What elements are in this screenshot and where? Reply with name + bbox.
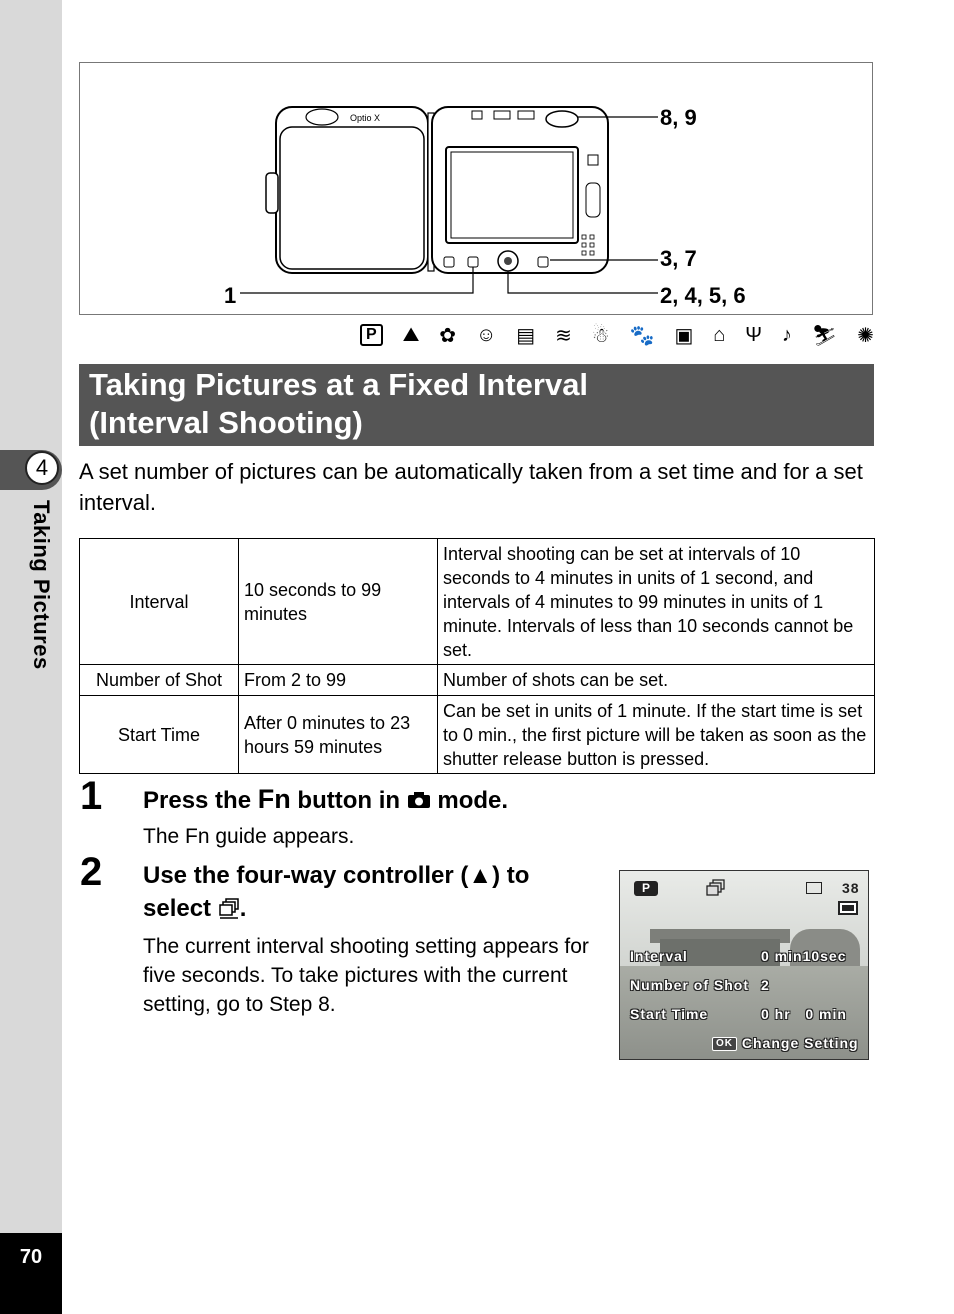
table-row [80,696,875,774]
setting-range: After 0 minutes to 23 hours 59 minutes [239,696,438,774]
lcd-shots-label: Number of Shot [630,977,749,993]
table-row [80,665,875,696]
battery-icon [838,901,858,915]
table-row [80,539,875,665]
camera-lcd-screen [619,870,869,1060]
interval-shooting-icon [218,895,240,917]
step-1-body: The Fn guide appears. [143,825,355,848]
lcd-start-label: Start Time [630,1006,709,1022]
lcd-change-setting [712,1035,859,1051]
portrait-icon: ☺ [475,323,497,346]
setting-range: 10 seconds to 99 minutes [239,539,438,665]
lcd-start-value: 0 hr 0 min [761,1006,847,1022]
callout-3-7: 3, 7 [660,246,697,271]
kids-icon: ♪ [781,323,792,346]
step-2-number: 2 [80,850,103,894]
setting-description: Number of shots can be set. [438,665,875,696]
step-1-title [143,783,508,817]
food-icon: Ψ [745,323,762,346]
step-1-title-part-a: Press the [143,787,258,814]
available-modes-row [360,320,874,350]
camera-mode-icon [407,785,431,803]
step-2-title [143,859,603,925]
landscape-icon: ⛰ [402,323,420,346]
page-number: 70 [19,1246,43,1268]
pet-icon: 🐾 [629,324,655,347]
chapter-number: 4 [25,451,59,485]
camera-illustration [80,63,872,314]
sport-icon: ⛷ [811,324,838,347]
setting-range: From 2 to 99 [239,665,438,696]
setting-name: Number of Shot [80,665,239,696]
night-scene-icon: ▤ [516,324,536,347]
settings-table [79,538,875,774]
program-mode-icon: P [360,324,383,346]
lcd-interval-label: Interval [630,948,688,964]
memory-card-icon [806,882,822,894]
step-2-title-part-b: select [143,895,218,922]
callout-8-9: 8, 9 [660,105,697,130]
surf-icon: ≋ [555,324,572,347]
setting-name: Interval [80,539,239,665]
section-heading [79,364,874,446]
step-1-title-part-c: mode. [430,787,509,814]
snow-icon: ☃ [591,324,610,347]
step-2-title-line-1: Use the four-way controller (▲) to [143,862,530,889]
camera-brand-text: Optio X [350,113,381,123]
lcd-interval-icon [706,879,726,902]
step-1-number: 1 [80,774,103,818]
flower-icon: ✿ [439,324,457,347]
intro-paragraph: A set number of pictures can be automatically taken from a set time and for a set interval. [79,459,863,515]
heading-line-2: (Interval Shooting) [89,405,363,440]
camera-figure [79,62,873,315]
shots-remaining: 38 [842,880,860,896]
lcd-shots-value: 2 [761,977,770,993]
chapter-label: Taking Pictures [29,500,54,670]
step-1-title-part-b: button in [290,787,407,814]
callout-1: 1 [224,283,237,308]
lcd-mode-icon: P [634,881,658,896]
step-2-title-part-c: . [239,895,247,922]
setting-description: Interval shooting can be set at intervals of 10 seconds to 4 minutes in units of 1 second, and intervals of 4 minutes to 99 minutes in units of 1 minute. Intervals of less than 10 seconds cannot be set. [438,539,875,665]
fireworks-icon: ✺ [857,324,874,347]
step-2-body: The current interval shooting setting appears for five seconds. To take pictures with the current setting, go to Step 8. [143,935,589,1016]
ok-button-icon: OK [712,1037,737,1051]
heading-line-1: Taking Pictures at a Fixed Interval [89,367,589,402]
setting-description: Can be set in units of 1 minute. If the start time is set to 0 min., the first picture will be taken as soon as the shutter release button is pressed. [438,696,875,774]
self-portrait-icon: ▣ [674,324,694,347]
museum-icon: ⌂ [713,323,726,346]
lcd-change-setting-label: Change Setting [741,1035,859,1051]
step-2-title-line-2 [143,892,603,925]
callout-2-4-5-6: 2, 4, 5, 6 [660,283,746,308]
lcd-interval-value: 0 min10sec [761,948,847,964]
setting-name: Start Time [80,696,239,774]
fn-button-label: Fn [257,784,291,814]
